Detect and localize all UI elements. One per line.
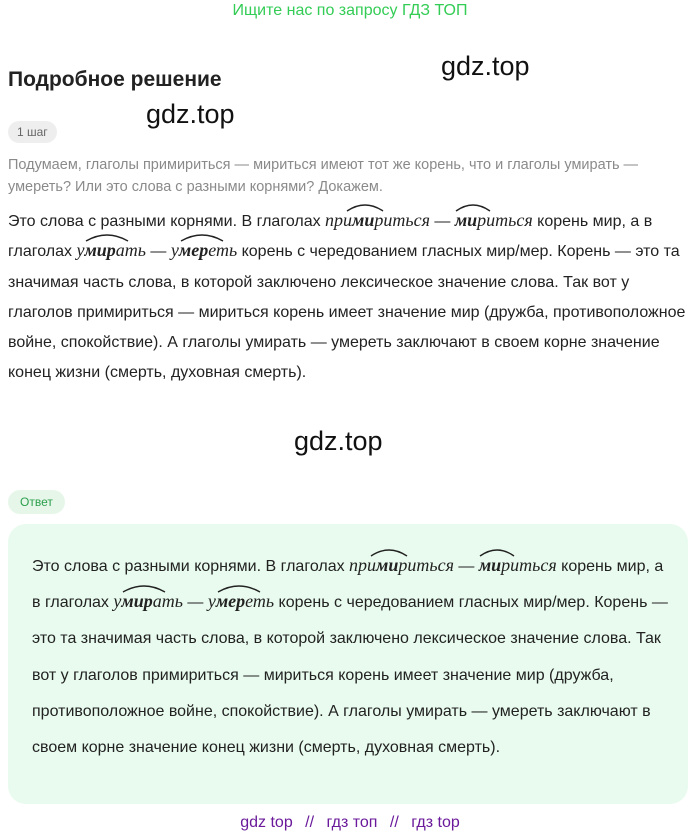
morpheme-word: умирать	[76, 241, 146, 259]
answer-part: Это слова с разными корнями. В глаголах	[32, 558, 345, 575]
hint-text: Подумаем, глаголы примириться — мириться имеют тот же корень, что и глаголы умирать — умереть? Или это слова с разными корнями? Докажем.	[8, 157, 639, 195]
answer-text: Это слова с разными корнями. В глаголах примириться — мириться корень мир, а в глаголах умирать — умереть корень с чередованием гласных мир/мер. Корень — это та значимая часть слова, в которой заключено лексическое значение слова. Так вот у глаголов примириться — мириться корень имеет значение мир (дружба, противоположное войне, спокойствие). А глаголы умирать — умереть заключают в своем корне значение конец жизни (смерть, духовная смерть).	[32, 549, 672, 766]
root-arc-icon	[217, 583, 261, 593]
root-arc-icon	[180, 232, 224, 242]
footer-link[interactable]: гдз топ	[326, 814, 378, 831]
morpheme-word: умирать	[113, 592, 183, 610]
root-arc-icon	[479, 547, 515, 557]
solution-part: корень с чередованием гласных мир/мер. Корень — это та значимая часть слова, в которой заключено лексическое значение слова. Так вот у глаголов примириться — мириться корень имеет значение мир (дружба, противоположное войне, спокойствие). А глаголы умирать — умереть заключают в своем корне значение конец жизни (смерть, духовная смерть).	[8, 243, 686, 382]
morpheme-word: умереть	[171, 241, 237, 259]
root-arc-icon	[122, 583, 166, 593]
page-title: Подробное решение	[8, 68, 222, 91]
search-banner: Ищите нас по запросу ГДЗ ТОП	[232, 2, 468, 19]
morpheme-word: примириться	[349, 556, 454, 574]
answer-part: корень с чередованием гласных мир/мер. Корень — это та значимая часть слова, в которой заключено лексическое значение слова. Так вот у глаголов примириться — мириться корень имеет значение мир (дружба, противоположное войне, спокойствие). А глаголы умирать — умереть заключают в своем корне значение конец жизни (смерть, духовная смерть).	[32, 594, 668, 757]
footer-separator: //	[305, 814, 315, 831]
watermark: gdz.top	[146, 99, 235, 129]
answer-badge: Ответ	[8, 490, 65, 514]
step-badge: 1 шаг	[8, 121, 57, 143]
solution-part: Это слова с разными корнями. В глаголах	[8, 213, 321, 230]
footer-link[interactable]: gdz top	[240, 814, 293, 831]
morpheme-word: умереть	[208, 592, 274, 610]
root-arc-icon	[370, 547, 408, 557]
root-arc-icon	[346, 202, 384, 212]
root-arc-icon	[455, 202, 491, 212]
morpheme-word: примириться	[325, 211, 430, 229]
footer-link[interactable]: гдз top	[411, 814, 460, 831]
watermark: gdz.top	[294, 426, 383, 456]
footer-links	[0, 814, 700, 832]
solution-part: корень мир, а в глаголах	[8, 213, 653, 261]
solution-text: Это слова с разными корнями. В глаголах примириться — мириться корень мир, а в глаголах умирать — умереть корень с чередованием гласных мир/мер. Корень — это та значимая часть слова, в которой заключено лексическое значение слова. Так вот у глаголов примириться — мириться корень имеет значение мир (дружба, противоположное войне, спокойствие). А глаголы умирать — умереть заключают в своем корне значение конец жизни (смерть, духовная смерть).	[8, 207, 692, 389]
root-arc-icon	[85, 232, 129, 242]
morpheme-word: мириться	[479, 556, 557, 574]
footer-separator: //	[389, 814, 399, 831]
watermark: gdz.top	[441, 51, 530, 81]
morpheme-word: мириться	[455, 211, 533, 229]
answer-part: корень мир, а в глаголах	[32, 558, 664, 612]
